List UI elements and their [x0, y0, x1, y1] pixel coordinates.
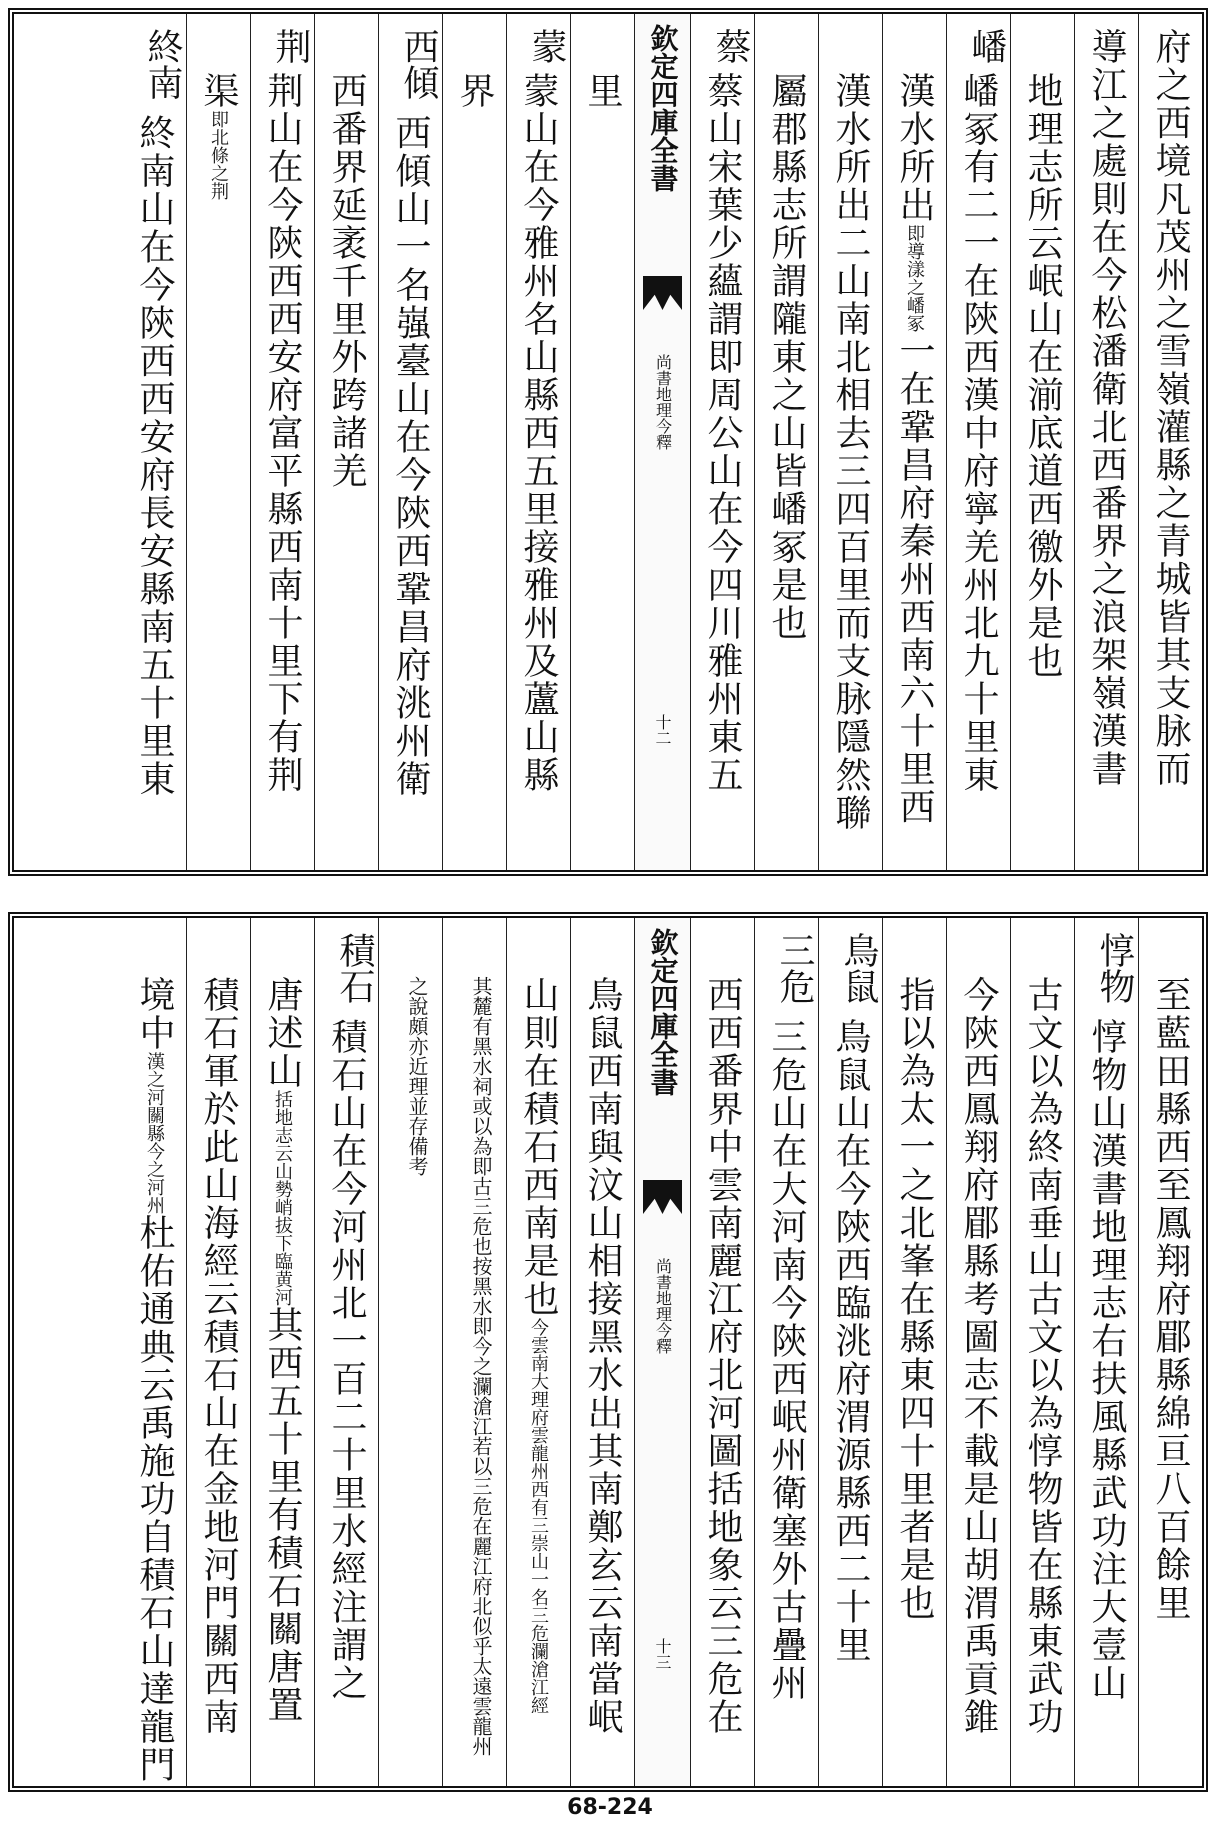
text-column: 里: [570, 14, 634, 870]
work-title: 尚書地理今釋: [653, 354, 673, 450]
section-heading: 積石: [334, 932, 375, 1004]
text-column: 漢水所出二山南北相去三四百里而支脉隱然聯: [818, 14, 882, 870]
text-column: 三危 三危山在大河南今陝西岷州衛塞外古疊州: [754, 918, 818, 1786]
text-column: 積石 積石山在今河州北一百二十里水經注謂之: [314, 918, 378, 1786]
text-column: 古文以為終南垂山古文以為惇物皆在縣東武功: [1010, 918, 1074, 1786]
annotation: 漢之河關縣今之河州: [144, 1052, 165, 1214]
annotation: 括地志云山勢峭拔下臨黄河: [272, 1090, 293, 1306]
top-page: [8, 8, 1208, 876]
text-column: 地理志所云岷山在湔底道西徼外是也: [1010, 14, 1074, 870]
section-heading: 嶓: [966, 28, 1007, 64]
text-column: 終南 終南山在今陝西西安府長安縣南五十里東: [134, 28, 183, 798]
book-title: 欽定四庫全書: [646, 928, 680, 1096]
annotation: 即導漾之嶓冢: [904, 224, 925, 332]
text-column: 嶓 嶓冢有二一在陝西漢中府寧羌州北九十里東: [946, 14, 1010, 870]
annotation: 今雲南大理府雲龍州西有三崇山一名三危瀾滄江經: [528, 1318, 549, 1714]
text-column: 界: [442, 14, 506, 870]
page-gutter: [634, 918, 690, 1786]
text-column: 漢水所出即導漾之嶓冢一在鞏昌府秦州西南六十里西: [882, 14, 946, 870]
text-column: 西傾 西傾山一名嵹臺山在今陝西鞏昌府洮州衛: [378, 14, 442, 870]
text-column: 西番界延袤千里外跨諸羌: [314, 14, 378, 870]
annotation-column: 其麓有黑水祠或以為即古三危也按黑水即今之瀾滄江若以三危在麗江府北似乎太遠雲龍州: [442, 918, 506, 1786]
text-column: 唐述山括地志云山勢峭拔下臨黄河其西五十里有積石關唐置: [250, 918, 314, 1786]
text-column: 鳥鼠 鳥鼠山在今陝西臨洮府渭源縣西二十里: [818, 918, 882, 1786]
section-heading: 惇物: [1094, 932, 1135, 1004]
fishtail-ornament: [643, 276, 682, 310]
text-column: 指以為太一之北峯在縣東四十里者是也: [882, 918, 946, 1786]
text-column: 蔡 蔡山宋葉少蘊謂即周公山在今四川雅州東五: [690, 14, 754, 870]
text-column: 至藍田縣西至鳳翔府郿縣綿亘八百餘里: [1138, 918, 1202, 1786]
volume-page-number: 68-224: [567, 1795, 653, 1820]
annotation-column: 之說頗亦近理並存備考: [378, 918, 442, 1786]
text-column: 導江之處則在今松潘衛北西番界之浪架嶺漢書: [1074, 14, 1138, 870]
text-column: 山則在積石西南是也今雲南大理府雲龍州西有三崇山一名三危瀾滄江經: [506, 918, 570, 1786]
fishtail-ornament: [643, 1180, 682, 1214]
text-column: 西西番界中雲南麗江府北河圖括地象云三危在: [690, 918, 754, 1786]
text-column: 鳥鼠西南與汶山相接黑水出其南鄭玄云南當岷: [570, 918, 634, 1786]
section-heading: 荆: [270, 28, 311, 64]
text-column: 積石軍於此山海經云積石山在金地河門關西南: [186, 918, 250, 1786]
bottom-page: [8, 912, 1208, 1792]
text-column: 屬郡縣志所謂隴東之山皆嶓冢是也: [754, 14, 818, 870]
section-heading: 鳥鼠: [838, 932, 879, 1004]
text-column: 荆 荆山在今陝西西安府富平縣西南十里下有荆: [250, 14, 314, 870]
text-column: 惇物 惇物山漢書地理志右扶風縣武功注大壹山: [1074, 918, 1138, 1786]
folio-number: 十二: [653, 714, 672, 746]
section-heading: 西傾: [398, 28, 439, 100]
text-column: 府之西境凡茂州之雪嶺灌縣之青城皆其支脉而: [1138, 14, 1202, 870]
page-gutter: [634, 14, 690, 870]
work-title: 尚書地理今釋: [653, 1258, 673, 1354]
text-column: 渠即北條之荆: [186, 14, 250, 870]
folio-number: 十三: [653, 1638, 672, 1670]
text-column: 境中漢之河關縣今之河州杜佑通典云禹施功自積石山達龍門: [134, 976, 175, 1784]
section-heading: 三危: [774, 932, 815, 1004]
text-column: 蒙 蒙山在今雅州名山縣西五里接雅州及蘆山縣: [506, 14, 570, 870]
section-heading: 蔡: [710, 28, 751, 64]
book-title: 欽定四庫全書: [646, 24, 680, 192]
section-heading: 蒙: [526, 28, 567, 64]
section-heading: 終南: [142, 28, 183, 100]
text-column: 今陝西鳳翔府郿縣考圖志不載是山胡渭禹貢錐: [946, 918, 1010, 1786]
annotation: 即北條之荆: [208, 110, 229, 200]
